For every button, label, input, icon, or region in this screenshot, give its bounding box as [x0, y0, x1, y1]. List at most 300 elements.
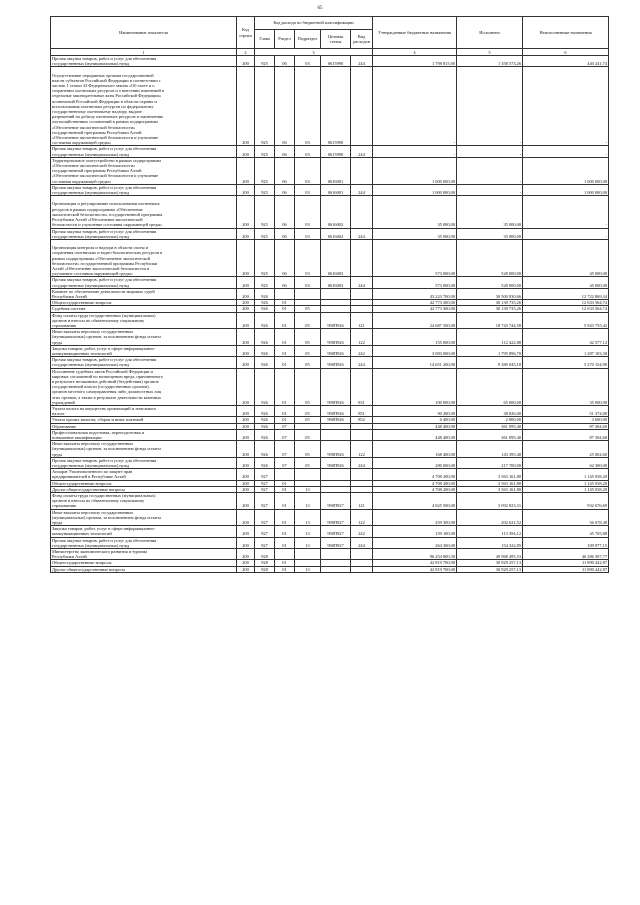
row-name: Фонд оплаты труда государственных (муниципальных) органов и взносы по обязательному социальному страхованию	[51, 493, 237, 510]
row-executed: -	[457, 146, 523, 157]
table-body	[51, 56, 609, 573]
row-code: 200	[237, 146, 255, 157]
row-approved: 1 000 000,00	[373, 184, 457, 195]
row-expense-type: 244	[351, 357, 373, 368]
row-target: 0616003	[321, 239, 351, 276]
row-expense-type	[351, 157, 373, 184]
row-chapter: 926	[255, 423, 275, 429]
row-target: 0615990	[321, 146, 351, 157]
table-row	[51, 329, 609, 346]
row-name: Организация контроля и надзора в области охоты и сохранения охотничьих и водно-биологических ресурсов в рамках подпрограммы «Обеспечение экологической безопасности» государственной программы Республики Алтай «Обеспечение экологической безопасности и улучшение состояния окружающей среды»	[51, 239, 237, 276]
row-name: Прочая закупка товаров, работ и услуг для обеспечения государственных (муниципальных) нужд	[51, 537, 237, 548]
row-target	[321, 429, 351, 440]
row-code: 200	[237, 312, 255, 329]
row-target: 0616002	[321, 196, 351, 228]
row-executed: 35 000,00	[457, 196, 523, 228]
row-section: 01	[275, 329, 295, 346]
table-row	[51, 157, 609, 184]
row-name: Закупка товаров, работ, услуг в сфере информационно- коммуникационных технологий	[51, 526, 237, 537]
row-expense-type: 244	[351, 277, 373, 288]
row-approved: 1 798 815,00	[373, 56, 457, 67]
row-section: 06	[275, 67, 295, 146]
row-executed: -	[457, 157, 523, 184]
row-name: Другие общегосударственные вопросы	[51, 566, 237, 572]
row-unexecuted: 5 270 154,90	[523, 357, 609, 368]
row-target: 990П926	[321, 329, 351, 346]
row-executed: 18 743 744,58	[457, 312, 523, 329]
row-target: 0616001	[321, 157, 351, 184]
table-row	[51, 537, 609, 548]
header-target: Целевая статья	[321, 30, 351, 49]
row-executed: 35 000,00	[457, 228, 523, 239]
row-name: Другие общегосударственные вопросы	[51, 486, 237, 492]
row-code: 200	[237, 469, 255, 480]
row-expense-type: 244	[351, 184, 373, 195]
row-expense-type: 121	[351, 312, 373, 329]
row-chapter: 926	[255, 306, 275, 312]
row-target: 990П926	[321, 417, 351, 423]
row-executed: -	[457, 67, 523, 146]
row-section: 07	[275, 429, 295, 440]
row-chapter: 926	[255, 368, 275, 405]
row-code: 200	[237, 457, 255, 468]
row-executed: 143 395,40	[457, 441, 523, 458]
row-code: 200	[237, 417, 255, 423]
row-code: 200	[237, 423, 255, 429]
row-subsection: 03	[295, 239, 321, 276]
row-approved: 35 000,00	[373, 196, 457, 228]
row-name: Профессиональная подготовка, переподготовка и повышение квалификации	[51, 429, 237, 440]
row-approved: 43 223 700,00	[373, 288, 457, 299]
row-code: 200	[237, 368, 255, 405]
row-unexecuted: 11 890 442,87	[523, 566, 609, 572]
row-approved: 42 819 700,00	[373, 560, 457, 566]
row-target: 990П926	[321, 368, 351, 405]
row-name: Уплата налога на имущество организаций и земельного налога	[51, 406, 237, 417]
row-section: 07	[275, 423, 295, 429]
row-subsection: 05	[295, 312, 321, 329]
row-section: 06	[275, 56, 295, 67]
row-code: 200	[237, 277, 255, 288]
index-3: 3	[255, 49, 373, 56]
row-section: 01	[275, 537, 295, 548]
row-subsection: 13	[295, 566, 321, 572]
row-section: 06	[275, 196, 295, 228]
row-target: 990П926	[321, 345, 351, 356]
row-executed: 30 929 257,13	[457, 566, 523, 572]
row-subsection	[295, 288, 321, 299]
row-code: 200	[237, 357, 255, 368]
row-subsection: 03	[295, 228, 321, 239]
budget-table	[50, 16, 609, 573]
row-subsection	[295, 549, 321, 560]
row-section: 01	[275, 509, 295, 526]
row-approved: 42 819 700,00	[373, 566, 457, 572]
row-name: Организация и регулирование использования охотничьих ресурсов в рамках подпрограммы «Обеспечение экологической безопасности» государственной программы Республики Алтай «Обеспечение экологической безопасности и улучшение состояния окружающей среды»	[51, 196, 237, 228]
table-row	[51, 469, 609, 480]
row-expense-type: 242	[351, 345, 373, 356]
table-row	[51, 493, 609, 510]
row-executed: 113 394,12	[457, 526, 523, 537]
row-name: Прочая закупка товаров, работ и услуг для обеспечения государственных (муниципальных) нужд	[51, 357, 237, 368]
row-code: 200	[237, 306, 255, 312]
row-name: Осуществление переданных органам государственной власти субъектов Российской Федерации в соответствии с частью 1 статьи 33 Федерального закона «Об охоте и о сохранении охотничьих ресурсов и о внесении изменений в отдельные законодательные акты Российской Федерации» полномочий Российской Федерации в области охраны и использования охотничьих ресурсов по федеральному государственному охотничьему надзору, выдаче разрешений на добычу охотничьих ресурсов и заключению охотхозяйственных соглашений в рамках подпрограммы «Обеспечение экологической безопасности» государственной программы Республики Алтай «Обеспечение экологической безопасности и улучшение состояния окружающей среды»	[51, 67, 237, 146]
row-subsection: 05	[295, 345, 321, 356]
header-name: Наименование показателя	[51, 17, 237, 49]
row-target: 990П927	[321, 509, 351, 526]
row-section	[275, 469, 295, 480]
row-target: 0616001	[321, 184, 351, 195]
row-code: 200	[237, 56, 255, 67]
table-row	[51, 406, 609, 417]
row-approved: 448 400,00	[373, 423, 457, 429]
row-subsection: 03	[295, 184, 321, 195]
row-executed: 112 422,88	[457, 329, 523, 346]
page-number: 65	[317, 6, 323, 11]
row-section: 01	[275, 560, 295, 566]
row-name: Прочая закупка товаров, работ и услуг для обеспечения государственных (муниципальных) нужд	[51, 146, 237, 157]
row-section: 07	[275, 441, 295, 458]
row-code: 200	[237, 67, 255, 146]
row-unexecuted: 12 633 564,74	[523, 300, 609, 306]
row-code: 200	[237, 239, 255, 276]
header-subsection: Подраздел	[295, 30, 321, 49]
row-chapter: 927	[255, 486, 275, 492]
table-row	[51, 196, 609, 228]
row-section: 06	[275, 228, 295, 239]
row-chapter: 927	[255, 526, 275, 537]
row-subsection: 05	[295, 429, 321, 440]
row-approved: 14 651 200,00	[373, 357, 457, 368]
row-executed: 528 000,00	[457, 239, 523, 276]
row-chapter: 926	[255, 429, 275, 440]
row-approved: 264 300,00	[373, 537, 457, 548]
row-code: 200	[237, 493, 255, 510]
header-executed: Исполнено	[457, 17, 523, 49]
row-unexecuted: 56 678,48	[523, 509, 609, 526]
row-executed: 2 800,00	[457, 417, 523, 423]
row-chapter: 925	[255, 228, 275, 239]
row-name: Министерство экономического развития и туризма Республики Алтай	[51, 549, 237, 560]
row-subsection: 05	[295, 457, 321, 468]
row-executed: 154 322,85	[457, 537, 523, 548]
row-approved: 168 400,00	[373, 441, 457, 458]
row-chapter: 927	[255, 537, 275, 548]
row-code: 200	[237, 329, 255, 346]
table-row	[51, 184, 609, 195]
row-unexecuted: 1 000 000,00	[523, 157, 609, 184]
table-row	[51, 368, 609, 405]
row-expense-type: 244	[351, 457, 373, 468]
row-chapter: 927	[255, 480, 275, 486]
row-unexecuted: 87 304,60	[523, 429, 609, 440]
row-code: 200	[237, 509, 255, 526]
row-unexecuted: 25 004,60	[523, 441, 609, 458]
row-executed: 3 092 823,31	[457, 493, 523, 510]
row-code: 200	[237, 288, 255, 299]
row-unexecuted: -	[523, 196, 609, 228]
row-section: 01	[275, 566, 295, 572]
row-target	[321, 469, 351, 480]
row-unexecuted: 35 000,00	[523, 368, 609, 405]
row-section: 06	[275, 146, 295, 157]
row-chapter: 926	[255, 406, 275, 417]
row-approved: -	[373, 146, 457, 157]
row-target: 0616003	[321, 277, 351, 288]
table-row	[51, 228, 609, 239]
row-subsection: 03	[295, 146, 321, 157]
row-target	[321, 566, 351, 572]
row-approved: 4 708 200,00	[373, 480, 457, 486]
row-chapter: 926	[255, 345, 275, 356]
row-expense-type: 244	[351, 537, 373, 548]
row-code: 200	[237, 560, 255, 566]
row-section	[275, 288, 295, 299]
row-unexecuted: -	[523, 67, 609, 146]
row-code: 200	[237, 228, 255, 239]
row-name: Судебная система	[51, 306, 237, 312]
row-code: 200	[237, 196, 255, 228]
row-section: 01	[275, 480, 295, 486]
row-subsection: 13	[295, 493, 321, 510]
row-section: 06	[275, 239, 295, 276]
index-4: 4	[373, 49, 457, 56]
row-name: Образование	[51, 423, 237, 429]
row-unexecuted: 62 300,00	[523, 457, 609, 468]
row-section: 07	[275, 457, 295, 468]
row-unexecuted: 1 000 000,00	[523, 184, 609, 195]
row-target: 0615990	[321, 56, 351, 67]
row-expense-type	[351, 429, 373, 440]
row-executed: 361 095,40	[457, 423, 523, 429]
row-approved: 42 773 300,00	[373, 300, 457, 306]
row-subsection: 13	[295, 509, 321, 526]
table-row	[51, 277, 609, 288]
row-section: 01	[275, 312, 295, 329]
row-target: 990П927	[321, 493, 351, 510]
row-section: 01	[275, 368, 295, 405]
row-name: Общегосударственные вопросы	[51, 480, 237, 486]
row-executed: 1 795 896,70	[457, 345, 523, 356]
row-chapter: 926	[255, 329, 275, 346]
row-subsection: 05	[295, 406, 321, 417]
row-approved: 155 000,00	[373, 329, 457, 346]
row-code: 200	[237, 480, 255, 486]
row-name: Общегосударственные вопросы	[51, 300, 237, 306]
row-section: 01	[275, 306, 295, 312]
row-subsection: 05	[295, 329, 321, 346]
row-chapter: 925	[255, 239, 275, 276]
row-expense-type: 242	[351, 526, 373, 537]
row-subsection: 13	[295, 486, 321, 492]
row-code: 200	[237, 486, 255, 492]
row-approved: 35 000,00	[373, 228, 457, 239]
row-executed: 30 139 735,26	[457, 306, 523, 312]
row-approved: 4 708 200,00	[373, 469, 457, 480]
row-approved: 259 300,00	[373, 509, 457, 526]
row-approved: 3 083 000,00	[373, 345, 457, 356]
row-executed: -	[457, 184, 523, 195]
row-expense-type	[351, 549, 373, 560]
table-row	[51, 509, 609, 526]
table-row	[51, 56, 609, 67]
row-unexecuted: 46 286 307,77	[523, 549, 609, 560]
index-6: 6	[523, 49, 609, 56]
row-subsection: 05	[295, 441, 321, 458]
row-subsection: 03	[295, 56, 321, 67]
row-expense-type	[351, 196, 373, 228]
row-unexecuted: 1 145 038,20	[523, 469, 609, 480]
row-chapter: 925	[255, 56, 275, 67]
row-section: 01	[275, 357, 295, 368]
header-row-code: Код строки	[237, 17, 255, 49]
row-executed: 65 000,00	[457, 368, 523, 405]
row-unexecuted: -	[523, 146, 609, 157]
row-section: 01	[275, 345, 295, 356]
table-row	[51, 429, 609, 440]
row-target	[321, 288, 351, 299]
row-name: Комитет по обеспечению деятельности мировых судей Республики Алтай	[51, 288, 237, 299]
row-target: 990П926	[321, 312, 351, 329]
row-approved: 96 254 800,30	[373, 549, 457, 560]
row-expense-type	[351, 67, 373, 146]
row-unexecuted: 1 145 038,20	[523, 480, 609, 486]
row-section: 06	[275, 157, 295, 184]
row-chapter: 925	[255, 146, 275, 157]
row-target: 990П927	[321, 526, 351, 537]
row-executed: 49 968 495,53	[457, 549, 523, 560]
table-row	[51, 566, 609, 572]
row-code: 200	[237, 157, 255, 184]
row-subsection: 03	[295, 196, 321, 228]
row-chapter: 926	[255, 288, 275, 299]
header-unexecuted: Неисполненные назначения	[523, 17, 609, 49]
row-unexecuted: 109 977,15	[523, 537, 609, 548]
row-subsection: 13	[295, 537, 321, 548]
row-code: 200	[237, 345, 255, 356]
row-expense-type	[351, 469, 373, 480]
table-row	[51, 146, 609, 157]
row-expense-type: 122	[351, 329, 373, 346]
row-approved: 573 000,00	[373, 239, 457, 276]
row-executed: 30 500 830,66	[457, 288, 523, 299]
row-unexecuted: 11 890 442,87	[523, 560, 609, 566]
row-name: Общегосударственные вопросы	[51, 560, 237, 566]
row-name: Иные выплаты персоналу государственных (муниципальных) органов, за исключением фонда оплаты труда	[51, 329, 237, 346]
row-chapter: 926	[255, 417, 275, 423]
table-row	[51, 441, 609, 458]
row-approved: 90 200,00	[373, 406, 457, 417]
row-code: 200	[237, 537, 255, 548]
row-unexecuted: 42 577,12	[523, 329, 609, 346]
row-executed: 528 000,00	[457, 277, 523, 288]
row-unexecuted: 12 633 564,74	[523, 306, 609, 312]
row-code: 200	[237, 526, 255, 537]
row-chapter: 928	[255, 549, 275, 560]
table-row	[51, 288, 609, 299]
row-executed: 1 358 573,26	[457, 56, 523, 67]
row-approved: 159 100,00	[373, 526, 457, 537]
row-approved: 42 773 300,00	[373, 306, 457, 312]
row-executed: 3 563 161,80	[457, 469, 523, 480]
header-expense-type: Вид расходов	[351, 30, 373, 49]
row-executed: 9 380 045,10	[457, 357, 523, 368]
row-expense-type: 831	[351, 368, 373, 405]
table-row	[51, 549, 609, 560]
row-executed: 202 621,52	[457, 509, 523, 526]
row-code: 200	[237, 184, 255, 195]
row-unexecuted: 51 374,00	[523, 406, 609, 417]
row-executed: 3 563 161,80	[457, 480, 523, 486]
row-approved: 100 000,00	[373, 368, 457, 405]
row-chapter: 927	[255, 509, 275, 526]
row-chapter: 926	[255, 457, 275, 468]
row-unexecuted: 12 722 869,34	[523, 288, 609, 299]
row-expense-type: 122	[351, 441, 373, 458]
row-code: 200	[237, 429, 255, 440]
row-name: Аппарат Уполномоченного по защите прав предпринимателей в Республике Алтай	[51, 469, 237, 480]
row-approved: 24 687 500,00	[373, 312, 457, 329]
row-expense-type	[351, 239, 373, 276]
row-chapter: 926	[255, 357, 275, 368]
header-approved: Утвержденные бюджетные назначения	[373, 17, 457, 49]
row-section: 01	[275, 486, 295, 492]
row-approved: -	[373, 67, 457, 146]
row-unexecuted: 1 287 103,30	[523, 345, 609, 356]
row-section: 01	[275, 406, 295, 417]
row-unexecuted: 5 943 755,42	[523, 312, 609, 329]
row-executed: 3 563 161,80	[457, 486, 523, 492]
row-unexecuted: 87 304,60	[523, 423, 609, 429]
row-section: 01	[275, 300, 295, 306]
row-unexecuted: 3 600,00	[523, 417, 609, 423]
row-expense-type	[351, 566, 373, 572]
row-expense-type: 122	[351, 509, 373, 526]
row-target: 0616002	[321, 228, 351, 239]
row-approved: 4 025 500,00	[373, 493, 457, 510]
row-name: Территориальное охотустройство в рамках подпрограммы «Обеспечение экологической безопасности» государственной программы Республики Алтай «Обеспечение экологической безопасности и улучшение состояния окружающей среды»	[51, 157, 237, 184]
row-target	[321, 549, 351, 560]
index-1: 1	[51, 49, 237, 56]
row-name: Прочая закупка товаров, работ и услуг для обеспечения государственных (муниципальных) нужд	[51, 56, 237, 67]
row-code: 200	[237, 441, 255, 458]
table-row	[51, 526, 609, 537]
row-name: Иные выплаты персоналу государственных (муниципальных) органов, за исключением фонда оплаты труда	[51, 509, 237, 526]
row-subsection: 03	[295, 277, 321, 288]
row-name: Иные выплаты персоналу государственных (муниципальных) органов, за исключением фонда оплаты труда	[51, 441, 237, 458]
row-executed: 361 095,40	[457, 429, 523, 440]
row-approved: 573 000,00	[373, 277, 457, 288]
row-name: Прочая закупка товаров, работ и услуг для обеспечения государственных (муниципальных) нужд	[51, 228, 237, 239]
row-expense-type: 244	[351, 146, 373, 157]
row-target: 990П926	[321, 357, 351, 368]
row-section: 01	[275, 417, 295, 423]
row-executed: 217 700,00	[457, 457, 523, 468]
row-section: 06	[275, 277, 295, 288]
header-section: Раздел	[275, 30, 295, 49]
row-name: Прочая закупка товаров, работ и услуг для обеспечения государственных (муниципальных) нужд	[51, 184, 237, 195]
row-chapter: 927	[255, 469, 275, 480]
row-approved: 1 000 000,00	[373, 157, 457, 184]
row-unexecuted: 932 676,69	[523, 493, 609, 510]
row-expense-type: 851	[351, 406, 373, 417]
row-code: 200	[237, 406, 255, 417]
row-target: 990П926	[321, 406, 351, 417]
row-executed: 30 139 735,26	[457, 300, 523, 306]
row-chapter: 925	[255, 184, 275, 195]
row-target: 990П926	[321, 441, 351, 458]
row-expense-type: 244	[351, 228, 373, 239]
